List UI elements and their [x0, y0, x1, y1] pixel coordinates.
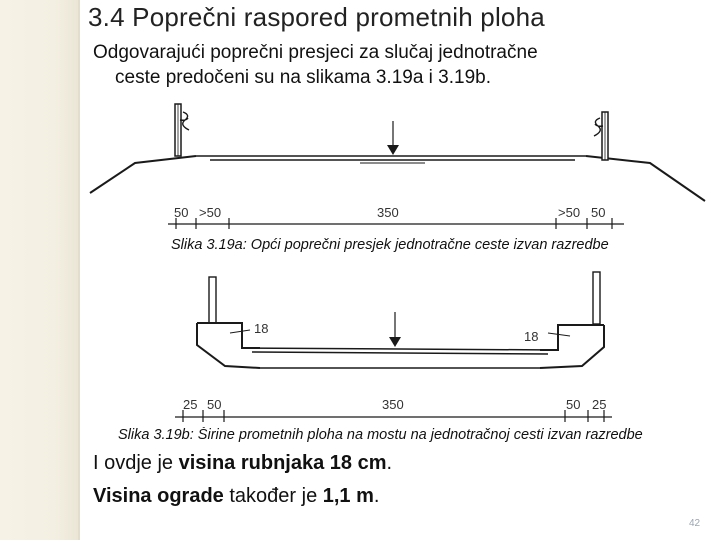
figure-a-embankment-left [90, 156, 196, 193]
figure-a-dim-left-2: >50 [199, 205, 222, 220]
intro-line-2: ceste predočeni su na slikama 3.19a i 3.19b. [115, 67, 492, 88]
note-1-post: . [386, 452, 393, 474]
figure-a-dim-left-1: 50 [174, 205, 189, 220]
note-2-bold-1: Visina ograde [93, 485, 224, 507]
figure-b-deck-bottom [252, 352, 548, 354]
note-2-bold-2: 1,1 m [322, 485, 374, 507]
figure-b-deck-top [242, 348, 558, 350]
note-1-bold: visina rubnjaka 18 cm [178, 452, 387, 474]
note-railing-height [93, 485, 379, 508]
figure-b-right-railing-post [593, 272, 600, 324]
figure-b-right-cantilever [540, 325, 604, 368]
note-2-post: . [373, 485, 380, 507]
figure-a-center-arrow-head [387, 145, 399, 155]
figure-b-dim-center: 350 [382, 397, 404, 412]
figure-a-dim-center: 350 [377, 205, 399, 220]
figure-b-right-curb [540, 325, 604, 350]
page-number: 42 [689, 518, 701, 529]
figure-b-left-curb [197, 323, 260, 348]
figure-b-left-railing-post [209, 277, 216, 323]
figure-b-dim-left-2: 50 [207, 397, 222, 412]
figure-b-center-arrow-head [389, 337, 401, 347]
figure-a-caption: Slika 3.19a: Opći poprečni presjek jednotračne ceste izvan razredbe [171, 237, 609, 253]
figure-b-dim-right-1: 50 [566, 397, 581, 412]
figure-b-left-cantilever [197, 323, 260, 368]
figure-b-dim-left-1: 25 [183, 397, 198, 412]
slide-title: 3.4 Poprečni raspored prometnih ploha [88, 2, 545, 32]
figure-b-curb-label-left: 18 [254, 321, 269, 336]
figure-a-dim-right-2: 50 [591, 205, 606, 220]
figure-a-dim-right-1: >50 [558, 205, 581, 220]
figure-b-curb-label-right: 18 [524, 329, 539, 344]
figure-b-curb-leader-left [230, 330, 250, 333]
figure-b-caption: Slika 3.19b: Širine prometnih ploha na mostu na jednotračnoj cesti izvan razredbe [118, 427, 643, 443]
note-2-mid: također je [223, 485, 323, 507]
note-curb-height [93, 452, 392, 475]
intro-line-1: Odgovarajući poprečni presjeci za slučaj jednotračne [93, 42, 538, 63]
note-1-pre: I ovdje je [93, 452, 179, 474]
figure-a-embankment-right [586, 156, 705, 201]
figure-b-dim-right-2: 25 [592, 397, 607, 412]
